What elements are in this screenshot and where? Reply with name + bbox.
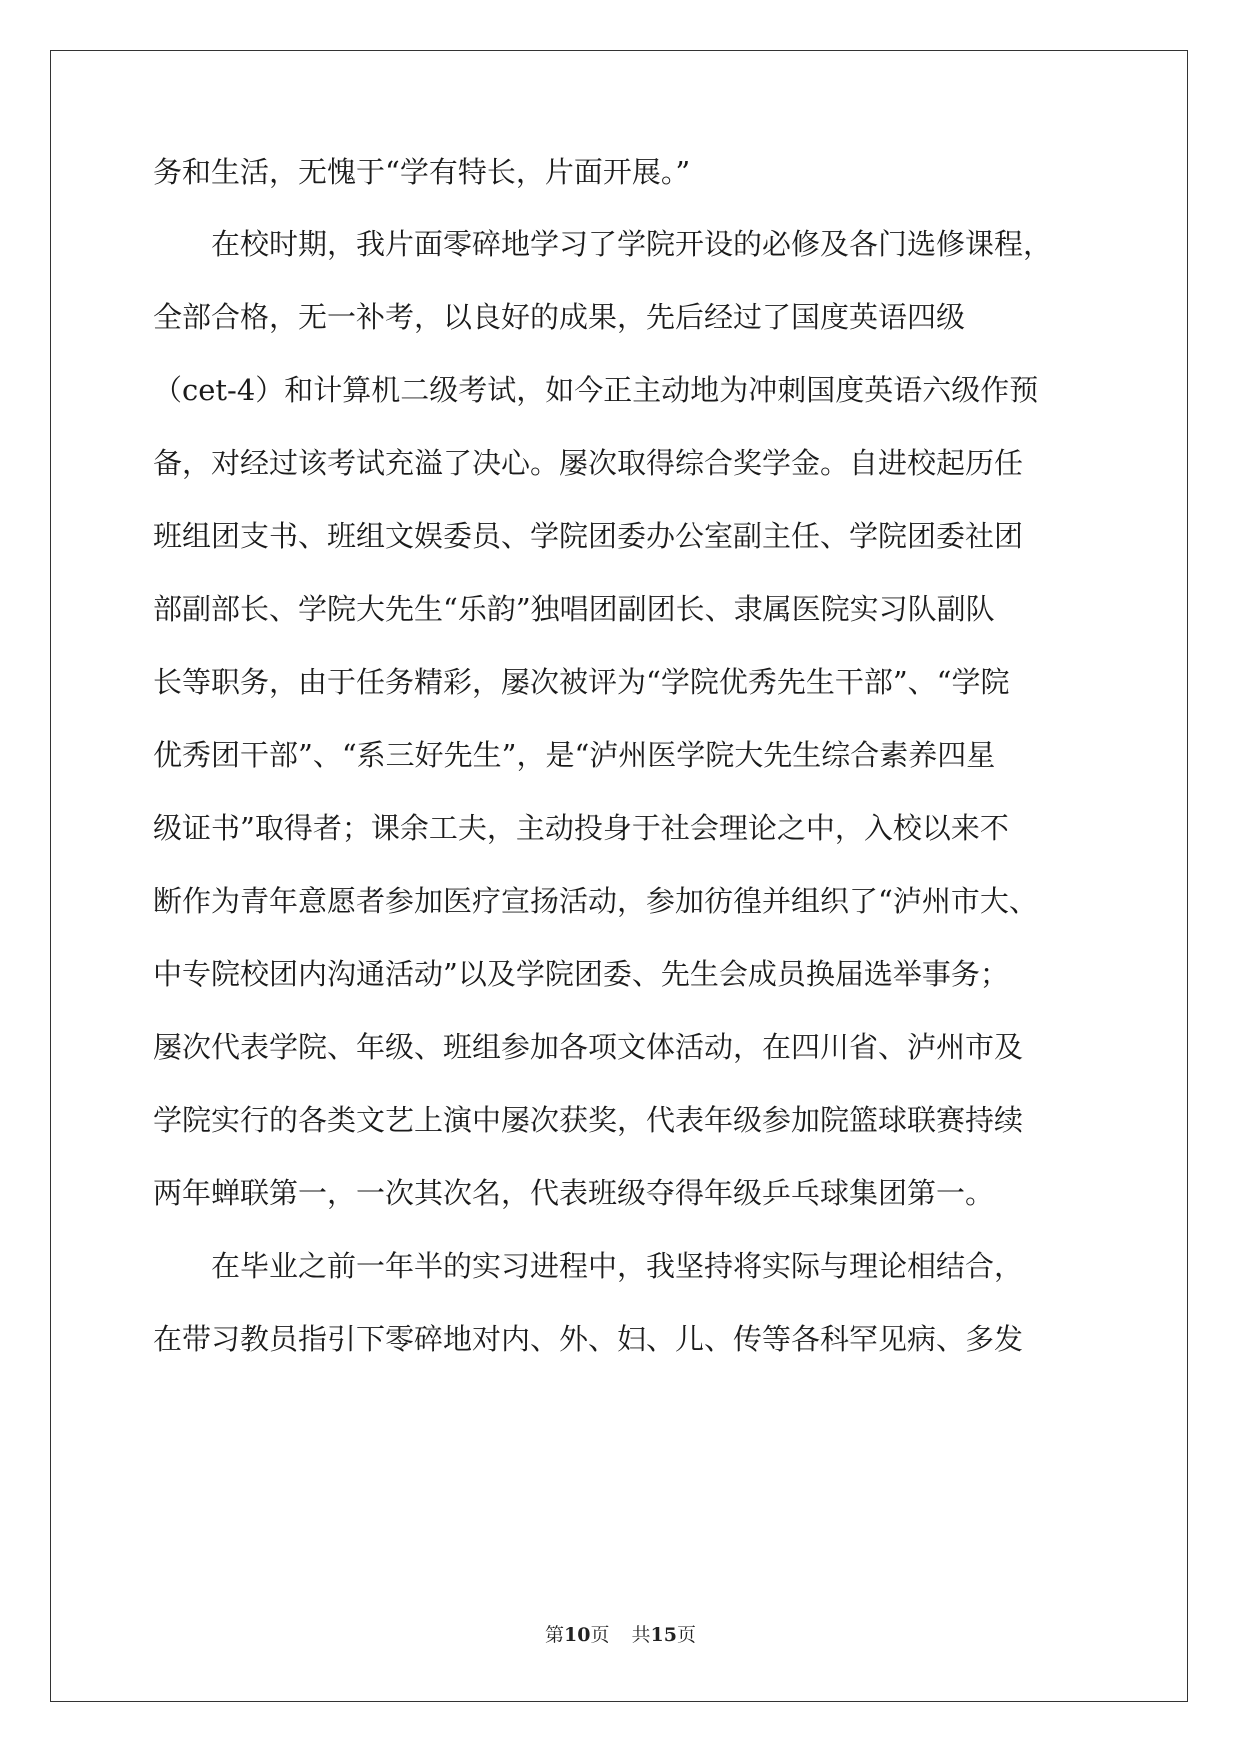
page-border	[50, 50, 1188, 1702]
page-prefix: 第	[545, 1624, 565, 1646]
page-footer	[0, 1620, 1241, 1647]
text-line: 在校时期，我片面零碎地学习了学院开设的必修及各门选修课程，	[153, 227, 1053, 261]
text-line: 断作为青年意愿者参加医疗宣扬活动，参加彷徨并组织了“泸州市大、	[153, 884, 1038, 918]
text-line: 在毕业之前一年半的实习进程中，我坚持将实际与理论相结合，	[153, 1249, 1024, 1283]
text-line: 部副部长、学院大先生“乐韵”独唱团副团长、隶属医院实习队副队	[153, 592, 995, 626]
text-line: 两年蝉联第一，一次其次名，代表班级夺得年级乒乓球集团第一。	[153, 1176, 995, 1210]
text-line: 在带习教员指引下零碎地对内、外、妇、儿、传等各科罕见病、多发	[153, 1322, 1024, 1356]
text-line: 屡次代表学院、年级、班组参加各项文体活动，在四川省、泸州市及	[153, 1030, 1024, 1064]
total-prefix: 共	[631, 1624, 651, 1646]
text-line: （cet-4）和计算机二级考试，如今正主动地为冲刺国度英语六级作预	[153, 373, 1039, 407]
text-line: 班组团支书、班组文娱委员、学院团委办公室副主任、学院团委社团	[153, 519, 1024, 553]
text-line: 长等职务，由于任务精彩，屡次被评为“学院优秀先生干部”、“学院	[153, 665, 1010, 699]
text-line: 务和生活，无愧于“学有特长，片面开展。”	[153, 155, 691, 189]
text-line: 学院实行的各类文艺上演中屡次获奖，代表年级参加院篮球联赛持续	[153, 1103, 1024, 1137]
page-suffix: 页	[590, 1624, 610, 1646]
text-line: 中专院校团内沟通活动”以及学院团委、先生会成员换届选举事务；	[153, 957, 1009, 991]
text-line: 全部合格，无一补考，以良好的成果，先后经过了国度英语四级	[153, 300, 966, 334]
page-current: 10	[564, 1624, 591, 1646]
text-line: 备，对经过该考试充溢了决心。屡次取得综合奖学金。自进校起历任	[153, 446, 1024, 480]
text-line: 优秀团干部”、“系三好先生”，是“泸州医学院大先生综合素养四星	[153, 738, 996, 772]
text-line: 级证书”取得者；课余工夫，主动投身于社会理论之中，入校以来不	[153, 811, 1009, 845]
page-total: 15	[650, 1624, 677, 1646]
total-suffix: 页	[676, 1624, 696, 1646]
